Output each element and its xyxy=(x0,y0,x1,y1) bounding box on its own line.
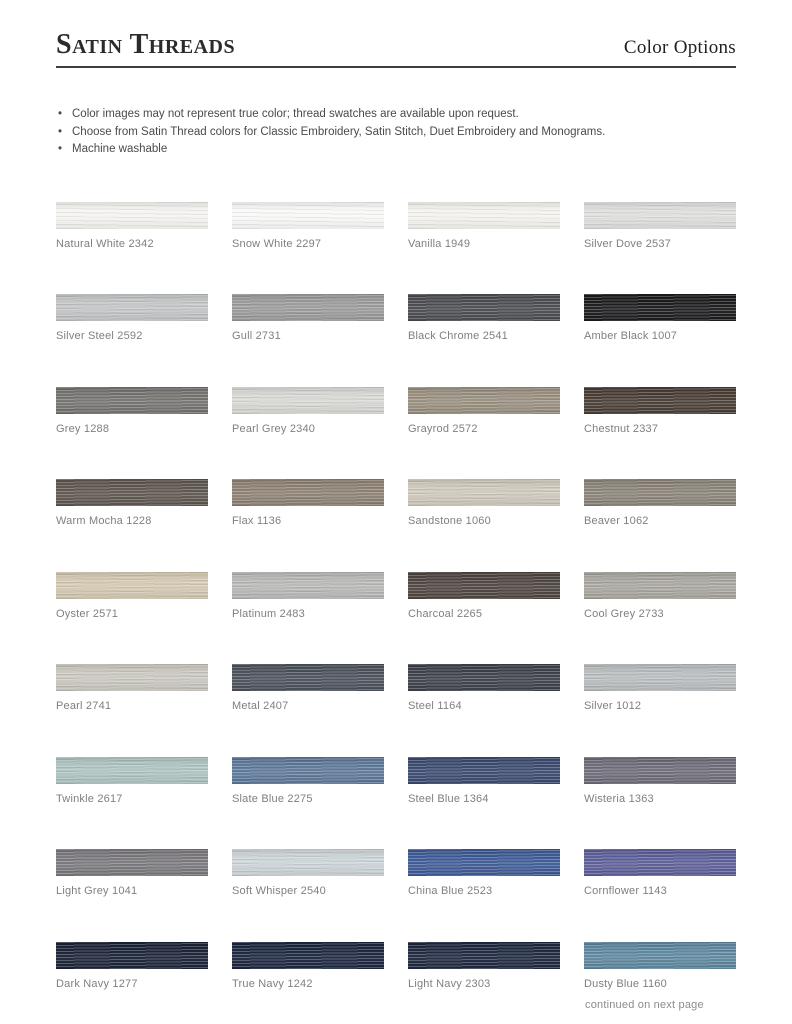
swatch-item xyxy=(232,942,384,1024)
swatch-item xyxy=(232,479,384,572)
swatch-label: Chestnut 2337 xyxy=(584,422,659,435)
swatch-item xyxy=(232,757,384,850)
continued-note: continued on next page xyxy=(585,999,704,1011)
note-text: Color images may not represent true color; thread swatches are available upon request. xyxy=(72,108,519,120)
note-item xyxy=(58,141,736,159)
thread-swatch xyxy=(408,942,560,969)
thread-swatch xyxy=(232,387,384,414)
swatch-item xyxy=(232,572,384,665)
thread-swatch xyxy=(232,757,384,784)
swatch-item xyxy=(408,757,560,850)
swatch-item xyxy=(584,202,736,295)
swatch-label: Natural White 2342 xyxy=(56,237,154,250)
swatch-label: Amber Black 1007 xyxy=(584,330,678,342)
swatch-item xyxy=(408,849,560,942)
swatch-item xyxy=(56,479,208,572)
swatch-label: Flax 1136 xyxy=(232,515,282,527)
thread-swatch xyxy=(408,294,560,321)
swatch-label: Snow White 2297 xyxy=(232,237,322,250)
thread-swatch xyxy=(584,757,736,784)
swatch-item xyxy=(584,757,736,850)
thread-swatch xyxy=(232,294,384,321)
swatch-item xyxy=(584,942,736,1024)
thread-swatch xyxy=(56,849,208,876)
swatch-label: True Navy 1242 xyxy=(232,977,313,990)
thread-swatch xyxy=(408,572,560,599)
swatch-label: Oyster 2571 xyxy=(56,607,119,620)
swatch-label: Slate Blue 2275 xyxy=(232,792,313,805)
swatch-label: Cornflower 1143 xyxy=(584,885,667,897)
swatch-label: Metal 2407 xyxy=(232,700,289,712)
swatch-item xyxy=(56,664,208,757)
swatch-item xyxy=(232,849,384,942)
page-header xyxy=(56,30,736,60)
bullet-icon: • xyxy=(58,108,63,120)
swatch-label: Silver 1012 xyxy=(584,700,642,712)
swatch-item xyxy=(408,294,560,387)
header-rule xyxy=(56,66,736,68)
thread-swatch xyxy=(408,387,560,414)
swatch-label: Cool Grey 2733 xyxy=(584,607,664,620)
swatch-label: Charcoal 2265 xyxy=(408,607,483,620)
swatch-item xyxy=(408,942,560,1024)
swatch-label: Wisteria 1363 xyxy=(584,792,654,805)
swatch-label: Steel Blue 1364 xyxy=(408,792,489,805)
thread-swatch xyxy=(232,942,384,969)
thread-swatch xyxy=(408,664,560,691)
thread-swatch xyxy=(408,479,560,506)
swatch-item xyxy=(584,849,736,942)
swatch-item xyxy=(584,572,736,665)
thread-swatch xyxy=(232,572,384,599)
swatch-item xyxy=(56,757,208,850)
thread-swatch xyxy=(584,387,736,414)
swatch-label: Light Navy 2303 xyxy=(408,977,491,990)
thread-swatch xyxy=(584,572,736,599)
bullet-icon: • xyxy=(58,143,63,155)
swatch-item xyxy=(408,664,560,757)
swatch-item xyxy=(232,202,384,295)
swatch-label: Gull 2731 xyxy=(232,330,281,342)
thread-swatch xyxy=(56,202,208,229)
swatch-label: Sandstone 1060 xyxy=(408,515,491,527)
swatch-label: Grayrod 2572 xyxy=(408,422,478,435)
swatch-item xyxy=(584,387,736,480)
swatch-item xyxy=(232,664,384,757)
swatch-label: Twinkle 2617 xyxy=(56,792,123,805)
thread-swatch xyxy=(584,664,736,691)
swatch-label: Platinum 2483 xyxy=(232,607,305,620)
swatch-item xyxy=(56,202,208,295)
thread-swatch xyxy=(56,664,208,691)
thread-swatch xyxy=(584,942,736,969)
thread-swatch xyxy=(232,479,384,506)
swatch-item xyxy=(56,572,208,665)
notes-list xyxy=(56,106,736,159)
swatch-item xyxy=(232,294,384,387)
thread-swatch xyxy=(232,202,384,229)
swatch-item xyxy=(56,849,208,942)
thread-swatch xyxy=(56,294,208,321)
swatch-item xyxy=(408,479,560,572)
thread-swatch xyxy=(232,849,384,876)
swatch-label: Dusty Blue 1160 xyxy=(584,977,667,990)
swatch-label: Silver Steel 2592 xyxy=(56,330,143,342)
swatch-label: Warm Mocha 1228 xyxy=(56,515,152,527)
swatch-label: Silver Dove 2537 xyxy=(584,237,671,250)
note-item xyxy=(58,124,736,142)
swatch-item xyxy=(56,387,208,480)
swatch-label: Black Chrome 2541 xyxy=(408,330,509,342)
swatch-item xyxy=(56,294,208,387)
thread-swatch xyxy=(56,757,208,784)
swatch-grid xyxy=(56,202,736,1024)
thread-swatch xyxy=(56,479,208,506)
swatch-item xyxy=(408,202,560,295)
thread-swatch xyxy=(232,664,384,691)
thread-swatch xyxy=(56,942,208,969)
swatch-item xyxy=(56,942,208,1024)
thread-swatch xyxy=(584,849,736,876)
note-text: Choose from Satin Thread colors for Classic Embroidery, Satin Stitch, Duet Embroidery and Monograms. xyxy=(72,125,606,138)
thread-swatch xyxy=(56,387,208,414)
note-text: Machine washable xyxy=(72,143,168,155)
swatch-label: Grey 1288 xyxy=(56,422,110,435)
thread-swatch xyxy=(56,572,208,599)
thread-swatch xyxy=(584,294,736,321)
swatch-label: Soft Whisper 2540 xyxy=(232,885,326,897)
page-title: Satin Threads xyxy=(56,29,236,60)
swatch-item xyxy=(584,479,736,572)
swatch-item xyxy=(584,294,736,387)
swatch-item xyxy=(408,387,560,480)
thread-swatch xyxy=(408,757,560,784)
swatch-label: China Blue 2523 xyxy=(408,885,493,897)
swatch-label: Vanilla 1949 xyxy=(408,237,471,250)
page-subtitle: Color Options xyxy=(623,37,736,58)
thread-swatch xyxy=(584,202,736,229)
swatch-item xyxy=(584,664,736,757)
thread-swatch xyxy=(408,202,560,229)
swatch-label: Pearl 2741 xyxy=(56,700,112,712)
swatch-item xyxy=(408,572,560,665)
thread-swatch xyxy=(584,479,736,506)
thread-swatch xyxy=(408,849,560,876)
swatch-label: Pearl Grey 2340 xyxy=(232,422,316,435)
swatch-label: Light Grey 1041 xyxy=(56,885,138,897)
swatch-item xyxy=(232,387,384,480)
swatch-label: Steel 1164 xyxy=(408,700,462,712)
bullet-icon: • xyxy=(58,125,63,138)
swatch-label: Dark Navy 1277 xyxy=(56,977,138,990)
swatch-label: Beaver 1062 xyxy=(584,515,649,527)
note-item xyxy=(58,106,736,124)
